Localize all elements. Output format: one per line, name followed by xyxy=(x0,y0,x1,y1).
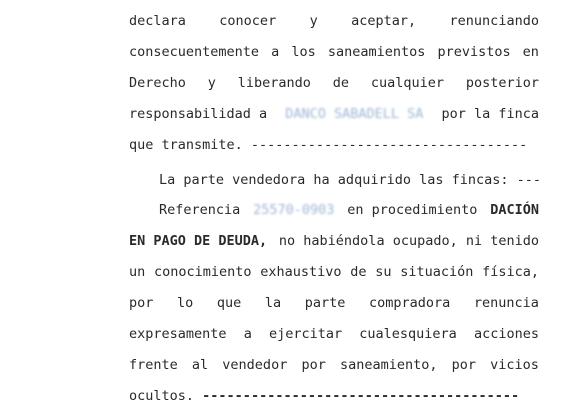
word: su xyxy=(375,264,392,280)
word: declara xyxy=(129,13,186,29)
redacted-company-name: DANCO SABADELL SA xyxy=(285,106,424,122)
word: un xyxy=(129,264,146,280)
text-segment: La parte vendedora ha adquirido las fincas: --- xyxy=(159,172,542,188)
text-segment: en procedimiento xyxy=(347,202,478,218)
text-line xyxy=(159,200,539,220)
text-line xyxy=(129,42,539,62)
word: liberando xyxy=(237,75,311,91)
text-line xyxy=(129,355,539,375)
word: ejercitar xyxy=(268,326,343,342)
word: que xyxy=(216,295,242,311)
word: y xyxy=(309,13,318,29)
word: conocimiento xyxy=(153,264,252,280)
word: renuncia xyxy=(473,295,539,311)
word: saneamiento, xyxy=(339,357,438,373)
word: exhaustivo xyxy=(260,264,342,280)
word: a xyxy=(243,326,252,342)
text-line xyxy=(129,231,539,251)
word: al xyxy=(191,357,209,373)
word: aceptar, xyxy=(351,13,417,29)
bold-dash-filler: --------------------------------------- xyxy=(202,388,520,404)
word: y xyxy=(207,75,216,91)
word: cualquier xyxy=(370,75,444,91)
text-line xyxy=(129,11,539,31)
word: cualesquiera xyxy=(359,326,457,342)
word: la xyxy=(264,295,282,311)
word: posterior xyxy=(465,75,539,91)
word: vendedor xyxy=(222,357,288,373)
text-line xyxy=(129,262,539,282)
text-line xyxy=(129,386,519,406)
word: expresamente xyxy=(129,326,227,342)
word: saneamientos xyxy=(327,44,426,60)
text-line xyxy=(159,170,541,190)
word: frente xyxy=(129,357,178,373)
text-segment: responsabilidad a xyxy=(129,106,268,122)
word: de xyxy=(350,264,367,280)
text-segment: ocultos. xyxy=(129,388,195,404)
word: situación xyxy=(400,264,474,280)
text-line xyxy=(129,324,539,344)
word: consecuentemente xyxy=(129,44,260,60)
bold-text: EN PAGO DE DEUDA, xyxy=(129,233,268,249)
word: renunciando xyxy=(449,13,539,29)
text-line xyxy=(129,73,539,93)
word: lo xyxy=(177,295,194,311)
word: de xyxy=(332,75,349,91)
text-line xyxy=(129,293,539,313)
word: acciones xyxy=(473,326,539,342)
text-line xyxy=(129,135,527,155)
word: Derecho xyxy=(129,75,186,91)
word: compradora xyxy=(369,295,451,311)
word: física, xyxy=(482,264,539,280)
word: por xyxy=(129,295,154,311)
word: a xyxy=(271,44,280,60)
word: por xyxy=(451,357,477,373)
text-segment: no habiéndola ocupado, ni tenido xyxy=(278,233,539,249)
word: vicios xyxy=(490,357,539,373)
text-segment: por la finca xyxy=(441,106,539,122)
word: conocer xyxy=(219,13,277,29)
word: en xyxy=(522,44,539,60)
text-segment: Referencia xyxy=(159,202,241,218)
text-line xyxy=(129,104,539,124)
bold-text: DACIÓN xyxy=(490,202,539,218)
word: previstos xyxy=(437,44,511,60)
word: por xyxy=(301,357,326,373)
word: parte xyxy=(304,295,346,311)
word: los xyxy=(291,44,316,60)
redacted-reference: 25570-0903 xyxy=(253,202,335,218)
text-segment: que transmite. ---------------------------------- xyxy=(129,137,528,153)
